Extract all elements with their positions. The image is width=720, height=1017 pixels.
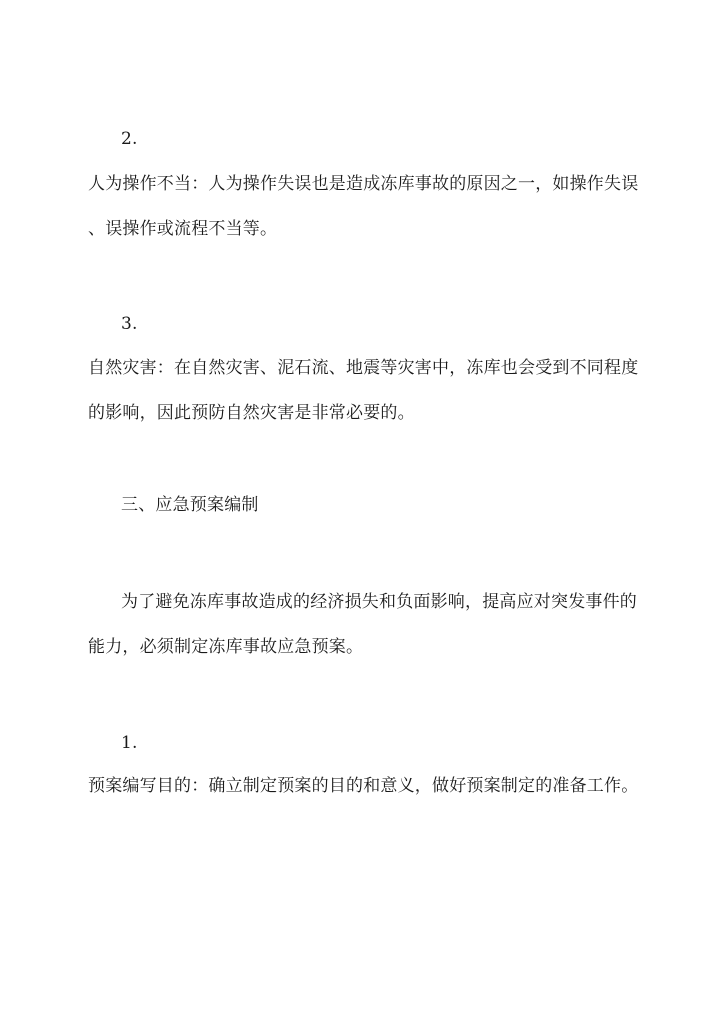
intro-line-1: 为了避免冻库事故造成的经济损失和负面影响，提高应对突发事件的 — [121, 592, 637, 612]
item-3-line-1: 自然灾害：在自然灾害、泥石流、地震等灾害中，冻库也会受到不同程度 — [88, 358, 639, 378]
plan-item-1-number: 1. — [121, 733, 138, 753]
intro-line-2: 能力，必须制定冻库事故应急预案。 — [88, 637, 364, 657]
item-2-line-2: 、误操作或流程不当等。 — [88, 219, 278, 239]
section-heading: 三、应急预案编制 — [121, 495, 259, 515]
plan-item-1-line-1: 预案编写目的：确立制定预案的目的和意义，做好预案制定的准备工作。 — [88, 776, 639, 796]
item-3-number: 3. — [121, 314, 138, 334]
item-2-line-1: 人为操作不当：人为操作失误也是造成冻库事故的原因之一，如操作失误 — [88, 174, 639, 194]
item-3-line-2: 的影响，因此预防自然灾害是非常必要的。 — [88, 403, 415, 423]
item-2-number: 2. — [121, 129, 138, 149]
